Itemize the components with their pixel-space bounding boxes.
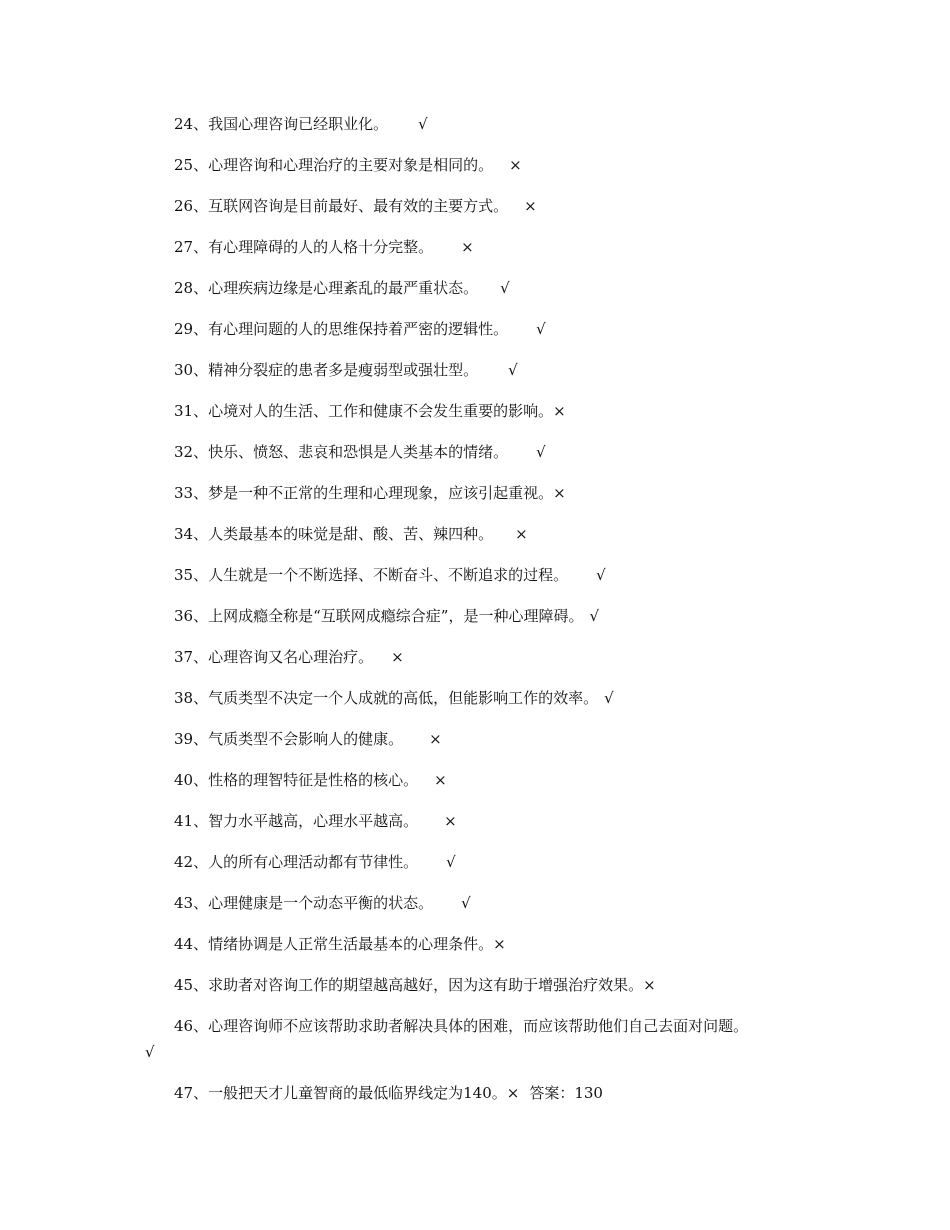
question-text: 有心理障碍的人的人格十分完整。 <box>208 238 434 256</box>
answer-mark: √ <box>536 443 546 461</box>
question-number: 30 <box>174 361 194 379</box>
question-text: 人类最基本的味觉是甜、酸、苦、辣四种。 <box>208 525 494 543</box>
answer-mark: × <box>506 1084 520 1102</box>
question-41 <box>174 811 457 831</box>
question-46-continuation <box>145 1042 155 1062</box>
question-43 <box>174 893 471 913</box>
question-text: 上网成瘾全称是“互联网成瘾综合症”，是一种心理障碍。 <box>208 607 584 625</box>
separator: 、 <box>193 197 209 215</box>
separator: 、 <box>193 361 209 379</box>
separator: 、 <box>193 115 209 133</box>
question-37 <box>174 647 404 667</box>
separator: 、 <box>193 1084 209 1102</box>
question-number: 32 <box>174 443 194 461</box>
question-text: 情绪协调是人正常生活最基本的心理条件。 <box>208 935 494 953</box>
question-text: 一般把天才儿童智商的最低临界线定为140。 <box>208 1084 507 1102</box>
question-number: 29 <box>174 320 194 338</box>
answer-mark: √ <box>446 853 456 871</box>
question-number: 40 <box>174 771 194 789</box>
answer-mark: × <box>515 525 528 543</box>
separator: 、 <box>193 402 209 420</box>
separator: 、 <box>193 1017 209 1035</box>
question-33 <box>174 483 566 503</box>
question-32 <box>174 442 546 462</box>
answer-mark: × <box>434 771 447 789</box>
answer-label: 答案： <box>529 1084 575 1102</box>
answer-mark: √ <box>145 1043 155 1061</box>
question-number: 25 <box>174 156 194 174</box>
question-text: 心理咨询师不应该帮助求助者解决具体的困难，而应该帮助他们自己去面对问题。 <box>208 1017 749 1035</box>
question-text: 心理咨询又名心理治疗。 <box>208 648 374 666</box>
question-45 <box>174 975 656 995</box>
answer-mark: × <box>444 812 457 830</box>
question-number: 42 <box>174 853 194 871</box>
answer-value: 130 <box>574 1084 603 1102</box>
question-30 <box>174 360 518 380</box>
separator: 、 <box>193 566 209 584</box>
question-number: 36 <box>174 607 194 625</box>
question-24 <box>174 114 428 134</box>
answer-mark: √ <box>461 894 471 912</box>
question-number: 31 <box>174 402 194 420</box>
separator: 、 <box>193 935 209 953</box>
separator: 、 <box>193 730 209 748</box>
question-35 <box>174 565 606 585</box>
separator: 、 <box>193 689 209 707</box>
question-text: 求助者对咨询工作的期望越高越好，因为这有助于增强治疗效果。 <box>208 976 644 994</box>
question-number: 27 <box>174 238 194 256</box>
question-text: 我国心理咨询已经职业化。 <box>208 115 389 133</box>
question-38 <box>174 688 614 708</box>
question-text: 人的所有心理活动都有节律性。 <box>208 853 419 871</box>
question-text: 气质类型不决定一个人成就的高低，但能影响工作的效率。 <box>208 689 599 707</box>
question-27 <box>174 237 474 257</box>
answer-mark: √ <box>508 361 518 379</box>
separator: 、 <box>193 484 209 502</box>
question-number: 43 <box>174 894 194 912</box>
question-text: 心境对人的生活、工作和健康不会发生重要的影响。 <box>208 402 554 420</box>
question-number: 24 <box>174 115 194 133</box>
question-text: 梦是一种不正常的生理和心理现象，应该引起重视。 <box>208 484 554 502</box>
separator: 、 <box>193 812 209 830</box>
question-29 <box>174 319 546 339</box>
answer-mark: √ <box>418 115 428 133</box>
answer-mark: × <box>391 648 404 666</box>
question-text: 有心理问题的人的思维保持着严密的逻辑性。 <box>208 320 509 338</box>
question-text: 快乐、愤怒、悲哀和恐惧是人类基本的情绪。 <box>208 443 509 461</box>
answer-mark: √ <box>500 279 510 297</box>
answer-mark: × <box>429 730 442 748</box>
question-46 <box>174 1016 748 1036</box>
question-42 <box>174 852 456 872</box>
question-number: 35 <box>174 566 194 584</box>
question-number: 45 <box>174 976 194 994</box>
question-number: 26 <box>174 197 194 215</box>
question-number: 47 <box>174 1084 194 1102</box>
answer-mark: × <box>524 197 537 215</box>
question-25 <box>174 155 522 175</box>
question-40 <box>174 770 447 790</box>
question-number: 39 <box>174 730 194 748</box>
question-text: 性格的理智特征是性格的核心。 <box>208 771 419 789</box>
question-31 <box>174 401 566 421</box>
separator: 、 <box>193 648 209 666</box>
question-text: 智力水平越高，心理水平越高。 <box>208 812 419 830</box>
question-36 <box>174 606 599 626</box>
question-number: 41 <box>174 812 194 830</box>
question-text: 心理健康是一个动态平衡的状态。 <box>208 894 434 912</box>
question-text: 气质类型不会影响人的健康。 <box>208 730 404 748</box>
question-28 <box>174 278 510 298</box>
question-number: 37 <box>174 648 194 666</box>
answer-mark: √ <box>536 320 546 338</box>
question-39 <box>174 729 442 749</box>
question-text: 人生就是一个不断选择、不断奋斗、不断追求的过程。 <box>208 566 569 584</box>
separator: 、 <box>193 771 209 789</box>
separator: 、 <box>193 976 209 994</box>
question-44 <box>174 934 506 954</box>
answer-mark: √ <box>604 689 614 707</box>
question-text: 心理咨询和心理治疗的主要对象是相同的。 <box>208 156 494 174</box>
separator: 、 <box>193 894 209 912</box>
separator: 、 <box>193 279 209 297</box>
separator: 、 <box>193 320 209 338</box>
question-text: 精神分裂症的患者多是瘦弱型或强壮型。 <box>208 361 479 379</box>
separator: 、 <box>193 607 209 625</box>
question-number: 38 <box>174 689 194 707</box>
separator: 、 <box>193 238 209 256</box>
answer-mark: × <box>553 402 566 420</box>
separator: 、 <box>193 443 209 461</box>
question-number: 28 <box>174 279 194 297</box>
question-number: 46 <box>174 1017 194 1035</box>
answer-mark: √ <box>596 566 606 584</box>
question-text: 心理疾病边缘是心理紊乱的最严重状态。 <box>208 279 479 297</box>
question-number: 34 <box>174 525 194 543</box>
answer-mark: × <box>461 238 474 256</box>
question-text: 互联网咨询是目前最好、最有效的主要方式。 <box>208 197 509 215</box>
separator: 、 <box>193 853 209 871</box>
question-number: 33 <box>174 484 194 502</box>
separator: 、 <box>193 525 209 543</box>
question-26 <box>174 196 537 216</box>
question-number: 44 <box>174 935 194 953</box>
answer-mark: × <box>643 976 656 994</box>
answer-mark: √ <box>589 607 600 625</box>
answer-mark: × <box>553 484 566 502</box>
answer-mark: × <box>493 935 506 953</box>
answer-mark: × <box>509 156 522 174</box>
question-34 <box>174 524 528 544</box>
separator: 、 <box>193 156 209 174</box>
question-47 <box>174 1083 603 1103</box>
